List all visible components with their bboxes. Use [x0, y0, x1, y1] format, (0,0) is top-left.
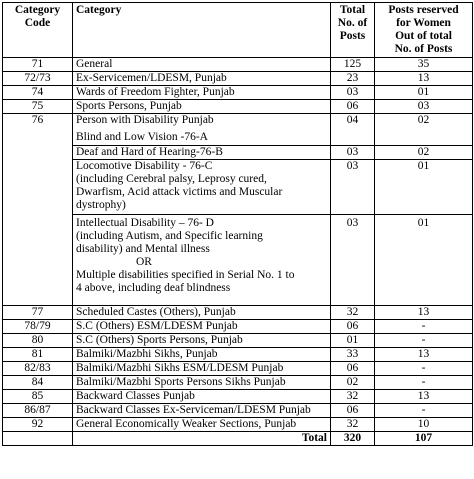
- category-name: Balmiki/Mazbhi Sikhs ESM/LDESM Punjab: [73, 362, 331, 376]
- total-posts: 03: [331, 215, 375, 306]
- women-posts: 35: [375, 58, 473, 72]
- total-posts: 06: [331, 100, 375, 114]
- category-code: 76: [3, 114, 73, 306]
- total-posts: 33: [331, 348, 375, 362]
- total-women-sum: 107: [375, 432, 473, 446]
- total-posts: 06: [331, 320, 375, 334]
- reservation-table: [2, 2, 473, 446]
- category-name: Backward Classes Punjab: [73, 390, 331, 404]
- category-name: Balmiki/Mazbhi Sports Persons Sikhs Punjab: [73, 376, 331, 390]
- category-code: 82/83: [3, 362, 73, 376]
- header-category-code: Category Code: [3, 3, 73, 58]
- table-row: [3, 100, 473, 114]
- category-name: Sports Persons, Punjab: [73, 100, 331, 114]
- total-label: Total: [73, 432, 331, 446]
- table-row: [3, 348, 473, 362]
- table-row: [3, 376, 473, 390]
- category-name: General Economically Weaker Sections, Punjab: [73, 418, 331, 432]
- disability-main: Person with Disability Punjab: [76, 114, 214, 126]
- table-row: [3, 404, 473, 418]
- table-row: [3, 72, 473, 86]
- women-posts: -: [375, 320, 473, 334]
- category-name: Backward Classes Ex-Serviceman/LDESM Punjab: [73, 404, 331, 418]
- table-row: [3, 362, 473, 376]
- category-code: 92: [3, 418, 73, 432]
- category-name: Locomotive Disability - 76-C (including Cerebral palsy, Leprosy cured, Dwarfism, Acid attack victims and Muscular dystrophy): [73, 160, 331, 215]
- table-row: [3, 114, 473, 146]
- or-separator: OR: [136, 256, 152, 268]
- women-posts: 01: [375, 86, 473, 100]
- total-posts: 32: [331, 306, 375, 320]
- women-posts: -: [375, 362, 473, 376]
- women-posts: -: [375, 334, 473, 348]
- category-code: 71: [3, 58, 73, 72]
- women-posts: 03: [375, 100, 473, 114]
- total-posts: 03: [331, 86, 375, 100]
- table-row: [3, 58, 473, 72]
- table-row: [3, 146, 473, 160]
- total-posts: 02: [331, 376, 375, 390]
- total-posts: 01: [331, 334, 375, 348]
- category-code: 81: [3, 348, 73, 362]
- table-row: [3, 160, 473, 215]
- total-empty-cell: [3, 432, 73, 446]
- women-posts: 13: [375, 390, 473, 404]
- women-posts: 10: [375, 418, 473, 432]
- category-code: 75: [3, 100, 73, 114]
- total-posts: 06: [331, 404, 375, 418]
- header-row: [3, 3, 473, 58]
- document-page: [2, 2, 473, 446]
- total-posts: 06: [331, 362, 375, 376]
- women-posts: 02: [375, 114, 473, 146]
- category-code: 86/87: [3, 404, 73, 418]
- total-posts: 03: [331, 146, 375, 160]
- category-code: 84: [3, 376, 73, 390]
- category-name: Balmiki/Mazbhi Sikhs, Punjab: [73, 348, 331, 362]
- total-posts: 125: [331, 58, 375, 72]
- women-posts: 13: [375, 348, 473, 362]
- table-row: [3, 320, 473, 334]
- category-code: 77: [3, 306, 73, 320]
- total-posts: 32: [331, 418, 375, 432]
- total-row: [3, 432, 473, 446]
- table-row: [3, 390, 473, 404]
- category-code: 85: [3, 390, 73, 404]
- women-posts: -: [375, 376, 473, 390]
- header-posts-women: Posts reserved for Women Out of total No. of Posts: [375, 3, 473, 58]
- table-row: [3, 215, 473, 306]
- disability-low-vision: Blind and Low Vision -76-A: [76, 131, 208, 143]
- category-code: 80: [3, 334, 73, 348]
- women-posts: -: [375, 404, 473, 418]
- category-name: Ex-Servicemen/LDESM, Punjab: [73, 72, 331, 86]
- total-posts: 23: [331, 72, 375, 86]
- total-posts: 32: [331, 390, 375, 404]
- header-total-posts: Total No. of Posts: [331, 3, 375, 58]
- category-code: 74: [3, 86, 73, 100]
- table-row: [3, 418, 473, 432]
- table-row: [3, 334, 473, 348]
- category-name: S.C (Others) Sports Persons, Punjab: [73, 334, 331, 348]
- category-name: [73, 114, 331, 146]
- women-posts: 13: [375, 72, 473, 86]
- total-posts: 04: [331, 114, 375, 146]
- category-code: 78/79: [3, 320, 73, 334]
- total-posts: 03: [331, 160, 375, 215]
- table-row: [3, 86, 473, 100]
- category-name: Intellectual Disability – 76- D (including Autism, and Specific learning disability) and Mental illness OR Multiple disabilities specified in Serial No. 1 to 4 above, including deaf blindness: [73, 215, 331, 306]
- women-posts: 01: [375, 160, 473, 215]
- category-name: Deaf and Hard of Hearing-76-B: [73, 146, 331, 160]
- header-category: Category: [73, 3, 331, 58]
- category-name: S.C (Others) ESM/LDESM Punjab: [73, 320, 331, 334]
- category-name: Wards of Freedom Fighter, Punjab: [73, 86, 331, 100]
- women-posts: 13: [375, 306, 473, 320]
- category-name: General: [73, 58, 331, 72]
- category-name: Scheduled Castes (Others), Punjab: [73, 306, 331, 320]
- total-posts-sum: 320: [331, 432, 375, 446]
- category-code: 72/73: [3, 72, 73, 86]
- women-posts: 02: [375, 146, 473, 160]
- table-row: [3, 306, 473, 320]
- women-posts: 01: [375, 215, 473, 306]
